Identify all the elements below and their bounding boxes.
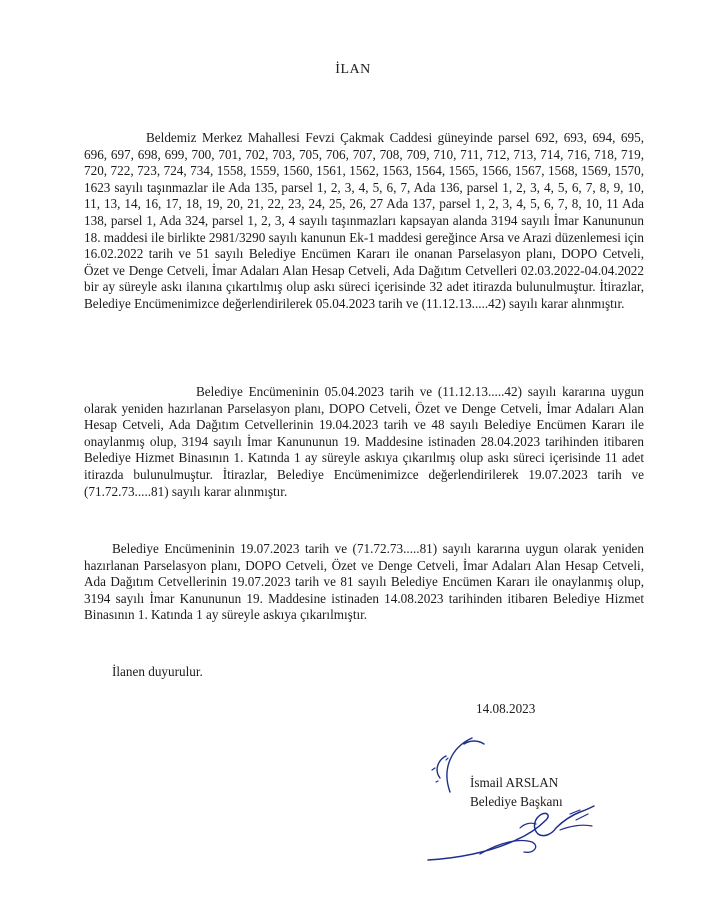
paragraph-1: Beldemiz Merkez Mahallesi Fevzi Çakmak Caddesi güneyinde parsel 692, 693, 694, 695, 696, 697, 698, 699, 700, 701, 702, 703, 705, 706, 707, 708, 709, 710, 711, 712, 713, 714, 716, 718, 719, 720, 722, 723, 724, 734, 1558, 1559, 1560, 1561, 1562, 1563, 1564, 1565, 1566, 1567, 1568, 1569, 1570, 1623 sayılı taşınmazlar ile Ada 135, parsel 1, 2, 3, 4, 5, 6, 7, Ada 136, parsel 1, 2, 3, 4, 5, 6, 7, 8, 9, 10, 11, 13, 14, 16, 17, 18, 19, 20, 21, 22, 23, 24, 25, 26, 27 Ada 137, parsel 1, 2, 3, 4, 5, 6, 7, 8, 10, 11 Ada 138, parsel 1, Ada 324, parsel 1, 2, 3, 4 sayılı taşınmazları kapsayan alanda 3194 sayılı İmar Kanununun 18. maddesi ile birlikte 2981/3290 sayılı kanunun Ek-1 maddesi gereğince Arsa ve Arazi düzenlemesi için 16.02.2022 tarih ve 51 sayılı Belediye Encümen Kararı ile onanan Parselasyon planı, DOPO Cetveli, Özet ve Denge Cetveli, İmar Adaları Alan Hesap Cetveli, Ada Dağıtım Cetvelleri 02.03.2022-04.04.2022 bir ay süreyle askı ilanına çıkartılmış olup askı süreci içerisinde 32 adet itirazda bulunulmuştur. İtirazlar, Belediye Encümenimizce değerlendirilerek 05.04.2023 tarih ve (11.12.13.....42) sayılı karar alınmıştır. <box>84 130 644 311</box>
signer-title: Belediye Başkanı <box>470 794 563 809</box>
closing-text: İlanen duyurulur. <box>112 664 203 679</box>
document-date: 14.08.2023 <box>476 701 536 716</box>
paragraph-3: Belediye Encümeninin 19.07.2023 tarih ve (71.72.73.....81) sayılı kararına uygun olarak yeniden hazırlanan Parselasyon planı, DOPO Cetveli, Özet ve Denge Cetveli, İmar Adaları Alan Hesap Cetveli, Ada Dağıtım Cetvellerinin 19.07.2023 tarih ve 81 sayılı Belediye Encümen Kararı ile onaylanmış olup, 3194 sayılı İmar Kanununun 19. Maddesine istinaden 14.08.2023 tarihinden itibaren Belediye Hizmet Binasının 1. Katında 1 ay süreyle askıya çıkarılmıştır. <box>84 541 644 623</box>
page-title: İLAN <box>335 62 371 77</box>
signer-name: İsmail ARSLAN <box>470 775 559 790</box>
paragraph-2: Belediye Encümeninin 05.04.2023 tarih ve (11.12.13.....42) sayılı kararına uygun olarak yeniden hazırlanan Parselasyon planı, DOPO Cetveli, Özet ve Denge Cetveli, İmar Adaları Alan Hesap Cetveli, Ada Dağıtım Cetvellerinin 19.04.2023 tarih ve 48 sayılı Belediye Encümen Kararı ile onaylanmış olup, 3194 sayılı İmar Kanununun 19. Maddesine istinaden 28.04.2023 tarihinden itibaren Belediye Hizmet Binasının 1. Katında 1 ay süreyle askıya çıkarılmış olup askı süreci içerisinde 11 adet itirazda bulunulmuştur. İtirazlar, Belediye Encümenimizce değerlendirilerek 19.07.2023 tarih ve (71.72.73.....81) sayılı karar alınmıştır. <box>84 384 644 499</box>
